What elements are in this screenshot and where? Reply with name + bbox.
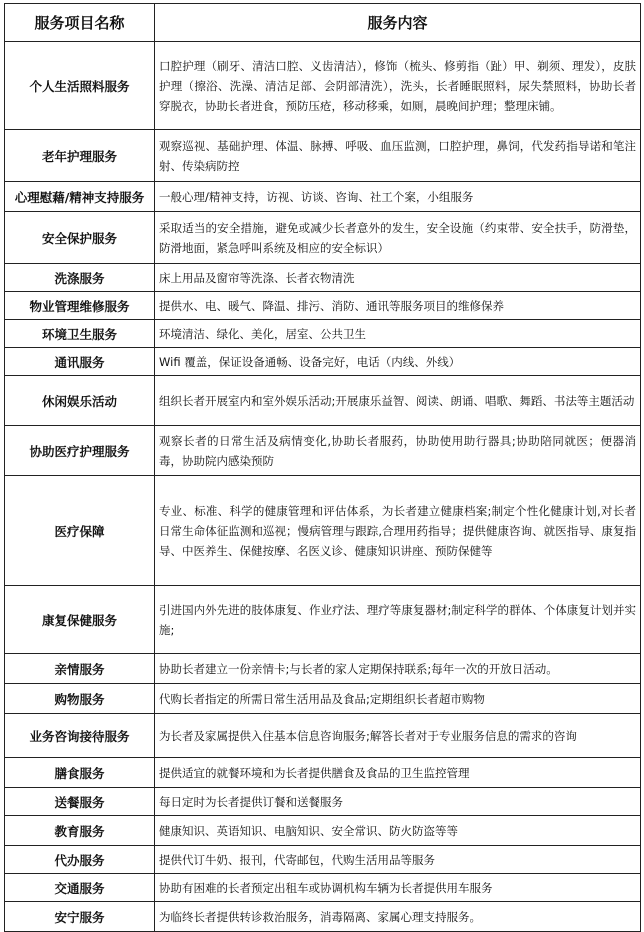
service-name-cell: 膳食服务 (5, 758, 155, 788)
table-row (5, 426, 641, 476)
table-row (5, 654, 641, 684)
table-row (5, 348, 641, 376)
service-content-cell: 每日定时为长者提供订餐和送餐服务 (155, 788, 641, 816)
table-row (5, 846, 641, 874)
service-name-cell: 医疗保障 (5, 476, 155, 586)
service-name-cell: 协助医疗护理服务 (5, 426, 155, 476)
service-content-cell: 观察巡视、基础护理、体温、脉搏、呼吸、血压监测，口腔护理，鼻饲，代发药指导诺和笔注射、传染病防控 (155, 130, 641, 182)
table-row (5, 476, 641, 586)
service-name-cell: 交通服务 (5, 874, 155, 902)
table-row (5, 874, 641, 902)
service-content-cell: 代购长者指定的所需日常生活用品及食品;定期组织长者超市购物 (155, 684, 641, 714)
table-row (5, 182, 641, 212)
table-row (5, 788, 641, 816)
table-header-row (5, 4, 641, 42)
service-content-cell: 专业、标准、科学的健康管理和评估体系，为长者建立健康档案;制定个性化健康计划,对长者日常生命体征监测和巡视；慢病管理与跟踪,合理用药指导；提供健康咨询、就医指导、康复指导、中医养生、保健按摩、名医义诊、健康知识讲座、预防保健等 (155, 476, 641, 586)
table-row (5, 320, 641, 348)
table-row (5, 902, 641, 932)
service-name-cell: 代办服务 (5, 846, 155, 874)
service-name-cell: 通讯服务 (5, 348, 155, 376)
service-name-cell: 心理慰藉/精神支持服务 (5, 182, 155, 212)
service-content-cell: 提供适宜的就餐环境和为长者提供膳食及食品的卫生监控管理 (155, 758, 641, 788)
table-row (5, 586, 641, 654)
service-content-cell: 提供代订牛奶、报刊，代寄邮包，代购生活用品等服务 (155, 846, 641, 874)
table-row (5, 714, 641, 758)
service-name-cell: 亲情服务 (5, 654, 155, 684)
service-content-cell: 提供水、电、暖气、降温、排污、消防、通讯等服务项目的维修保养 (155, 292, 641, 320)
service-name-cell: 物业管理维修服务 (5, 292, 155, 320)
table-row (5, 130, 641, 182)
table-row (5, 758, 641, 788)
service-name-cell: 教育服务 (5, 816, 155, 846)
service-content-cell: 为长者及家属提供入住基本信息咨询服务;解答长者对于专业服务信息的需求的咨询 (155, 714, 641, 758)
service-content-cell: Wifi 覆盖，保证设备通畅、设备完好，电话（内线、外线） (155, 348, 641, 376)
service-name-cell: 洗涤服务 (5, 264, 155, 292)
service-name-cell: 安宁服务 (5, 902, 155, 932)
service-table (4, 3, 641, 932)
service-content-cell: 健康知识、英语知识、电脑知识、安全常识、防火防盗等等 (155, 816, 641, 846)
service-name-cell: 环境卫生服务 (5, 320, 155, 348)
service-name-cell: 休闲娱乐活动 (5, 376, 155, 426)
service-content-cell: 床上用品及窗帘等洗涤、长者衣物清洗 (155, 264, 641, 292)
table-row (5, 42, 641, 130)
table-row (5, 376, 641, 426)
service-content-cell: 协助长者建立一份亲情卡;与长者的家人定期保持联系;每年一次的开放日活动。 (155, 654, 641, 684)
service-content-cell: 引进国内外先进的肢体康复、作业疗法、理疗等康复器材;制定科学的群体、个体康复计划并实施; (155, 586, 641, 654)
table-row (5, 684, 641, 714)
table-row (5, 212, 641, 264)
header-service-name: 服务项目名称 (5, 4, 155, 42)
table-row (5, 292, 641, 320)
service-name-cell: 康复保健服务 (5, 586, 155, 654)
service-name-cell: 送餐服务 (5, 788, 155, 816)
service-content-cell: 观察长者的日常生活及病情变化,协助长者服药，协助使用助行器具;协助陪同就医；便器消毒，协助院内感染预防 (155, 426, 641, 476)
service-name-cell: 老年护理服务 (5, 130, 155, 182)
service-content-cell: 为临终长者提供转诊救治服务，消毒隔离、家属心理支持服务。 (155, 902, 641, 932)
header-service-content: 服务内容 (155, 4, 641, 42)
service-name-cell: 个人生活照料服务 (5, 42, 155, 130)
service-name-cell: 业务咨询接待服务 (5, 714, 155, 758)
service-content-cell: 采取适当的安全措施，避免或减少长者意外的发生，安全设施（约束带、安全扶手，防滑垫，防滑地面，紧急呼叫系统及相应的安全标识） (155, 212, 641, 264)
table-row (5, 816, 641, 846)
service-content-cell: 组织长者开展室内和室外娱乐活动;开展康乐益智、阅读、朗诵、唱歌、舞蹈、书法等主题活动 (155, 376, 641, 426)
service-content-cell: 环境清洁、绿化、美化，居室、公共卫生 (155, 320, 641, 348)
service-content-cell: 协助有困难的长者预定出租车或协调机构车辆为长者提供用车服务 (155, 874, 641, 902)
service-content-cell: 一般心理/精神支持，访视、访谈、咨询、社工个案，小组服务 (155, 182, 641, 212)
service-name-cell: 安全保护服务 (5, 212, 155, 264)
table-row (5, 264, 641, 292)
service-content-cell: 口腔护理（刷牙、清洁口腔、义齿清洁），修饰（梳头、修剪指（趾）甲、剃须、理发），皮肤护理（擦浴、洗澡、清洁足部、会阴部清洗），洗头，长者睡眠照料，尿失禁照料，协助长者穿脱衣，协助长者进食，预防压疮，移动移乘，如厕，晨晚间护理；整理床铺。 (155, 42, 641, 130)
service-name-cell: 购物服务 (5, 684, 155, 714)
